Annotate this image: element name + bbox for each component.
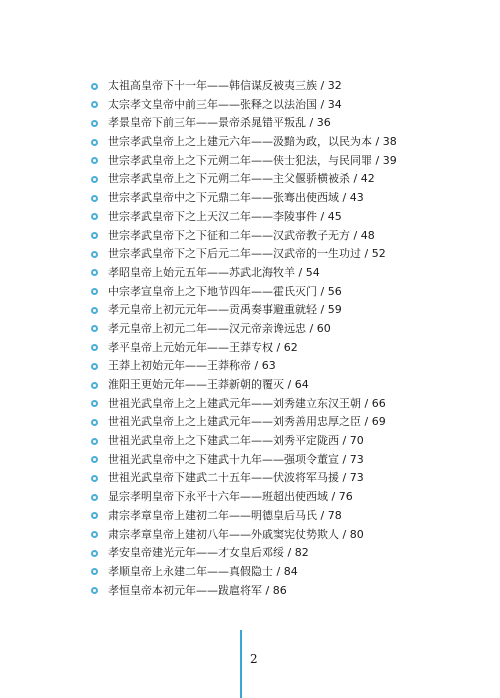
toc-entry-text: 世宗孝武皇帝上之下元朔二年——主父偃骄横被杀 / 42 [108,172,375,186]
toc-entry-text: 孝顺皇帝上永建二年——真假隐士 / 84 [108,564,298,578]
toc-entry-text: 孝昭皇帝上始元五年——苏武北海牧羊 / 54 [108,265,320,279]
toc-entry[interactable] [90,357,470,376]
bullet-circle-icon [91,344,98,351]
footer-divider [240,630,242,698]
toc-entry-text: 孝景皇帝下前三年——景帝杀晁错平叛乱 / 36 [108,116,331,130]
toc-entry-text: 淮阳王更始元年——王莽新朝的覆灭 / 64 [108,378,309,391]
bullet-circle-icon [91,550,98,557]
toc-entry-text: 世祖光武皇帝上之下建武二年——刘秀平定陇西 / 70 [108,434,364,448]
toc-entry[interactable] [90,395,470,414]
toc-entry-text: 孝平皇帝上元始元年——王莽专权 / 62 [108,340,298,354]
bullet-circle-icon [91,363,98,370]
toc-entry-text: 世宗孝武皇帝下之上天汉二年——李陵事件 / 45 [108,209,342,223]
bullet-circle-icon [91,83,98,90]
page-number: 2 [250,652,258,666]
toc-entry[interactable] [90,544,470,563]
bullet-circle-icon [91,382,98,389]
bullet-circle-icon [91,494,98,501]
toc-entry[interactable] [90,320,470,339]
toc-entry-text: 孝恒皇帝本初元年——跋扈将军 / 86 [108,583,287,597]
toc-entry[interactable] [90,376,470,395]
bullet-circle-icon [91,512,98,519]
toc-entry[interactable] [90,114,470,133]
bullet-circle-icon [91,419,98,426]
bullet-circle-icon [91,157,98,164]
bullet-circle-icon [91,587,98,594]
bullet-circle-icon [91,531,98,538]
bullet-circle-icon [91,213,98,220]
toc-entry-text: 世祖光武皇帝上之上建武元年——刘秀善用忠厚之臣 / 69 [108,415,386,429]
toc-entry-text: 世宗孝武皇帝下之下征和二年——汉武帝教子无方 / 48 [108,228,375,242]
toc-entry-text: 孝元皇帝上初元二年——汉元帝亲谗远忠 / 60 [108,321,331,335]
toc-entry-text: 世祖光武皇帝下建武二十五年——伏波将军马援 / 73 [108,471,364,485]
toc-entry[interactable] [90,451,470,470]
bullet-circle-icon [91,232,98,239]
toc-entry[interactable] [90,339,470,358]
toc-entry-text: 世宗孝武皇帝中之下元鼎二年——张骞出使西域 / 43 [108,191,364,205]
toc-entry-text: 孝元皇帝上初元元年——贡禹奏事避重就轻 / 59 [108,303,342,317]
bullet-circle-icon [91,325,98,332]
toc-entry[interactable] [90,283,470,302]
toc-entry-text: 孝安皇帝建光元年——才女皇后邓绥 / 82 [108,546,309,560]
bullet-circle-icon [91,307,98,314]
bullet-circle-icon [91,568,98,575]
toc-entry[interactable] [90,170,470,189]
toc-entry[interactable] [90,152,470,171]
bullet-circle-icon [91,400,98,407]
table-of-contents [90,77,470,600]
toc-entry-text: 世祖光武皇帝上之上建武元年——刘秀建立东汉王朝 / 66 [108,396,386,410]
toc-entry[interactable] [90,526,470,545]
bullet-circle-icon [91,269,98,276]
bullet-circle-icon [91,288,98,295]
bullet-circle-icon [91,438,98,445]
toc-entry-text: 肃宗孝章皇帝上建初八年——外戚窦宪仗势欺人 / 80 [108,527,364,541]
bullet-circle-icon [91,456,98,463]
bullet-circle-icon [91,251,98,258]
toc-entry-text: 肃宗孝章皇帝上建初二年——明德皇后马氏 / 78 [108,508,342,522]
toc-entry[interactable] [90,582,470,601]
bullet-circle-icon [91,176,98,183]
toc-entry[interactable] [90,413,470,432]
toc-entry-text: 中宗孝宣皇帝上之下地节四年——霍氏灭门 / 56 [108,284,342,298]
toc-entry[interactable] [90,507,470,526]
toc-entry[interactable] [90,189,470,208]
toc-entry[interactable] [90,133,470,152]
toc-entry[interactable] [90,432,470,451]
toc-entry-text: 太宗孝文皇帝中前三年——张释之以法治国 / 34 [108,97,342,111]
toc-entry-text: 太祖高皇帝下十一年——韩信谋反被夷三族 / 32 [108,79,342,92]
bullet-circle-icon [91,101,98,108]
toc-entry[interactable] [90,563,470,582]
toc-entry[interactable] [90,77,470,96]
toc-entry-text: 显宗孝明皇帝下永平十六年——班超出使西域 / 76 [108,490,353,504]
toc-entry-text: 王莽上初始元年——王莽称帝 / 63 [108,359,276,373]
toc-entry[interactable] [90,227,470,246]
toc-entry[interactable] [90,96,470,115]
toc-entry[interactable] [90,208,470,227]
toc-entry-text: 世宗孝武皇帝下之下后元二年——汉武帝的一生功过 / 52 [108,247,386,261]
bullet-circle-icon [91,139,98,146]
toc-entry[interactable] [90,245,470,264]
toc-entry-text: 世宗孝武皇帝上之下元朔二年——侠士犯法，与民同罪 / 39 [108,153,397,167]
toc-entry-text: 世祖光武皇帝中之下建武十九年——强项令董宣 / 73 [108,452,364,466]
toc-entry-text: 世宗孝武皇帝上之上建元六年——汲黯为政，以民为本 / 38 [108,135,397,149]
toc-entry[interactable] [90,488,470,507]
toc-entry[interactable] [90,264,470,283]
bullet-circle-icon [91,475,98,482]
bullet-circle-icon [91,120,98,127]
toc-entry[interactable] [90,469,470,488]
bullet-circle-icon [91,195,98,202]
toc-entry[interactable] [90,301,470,320]
